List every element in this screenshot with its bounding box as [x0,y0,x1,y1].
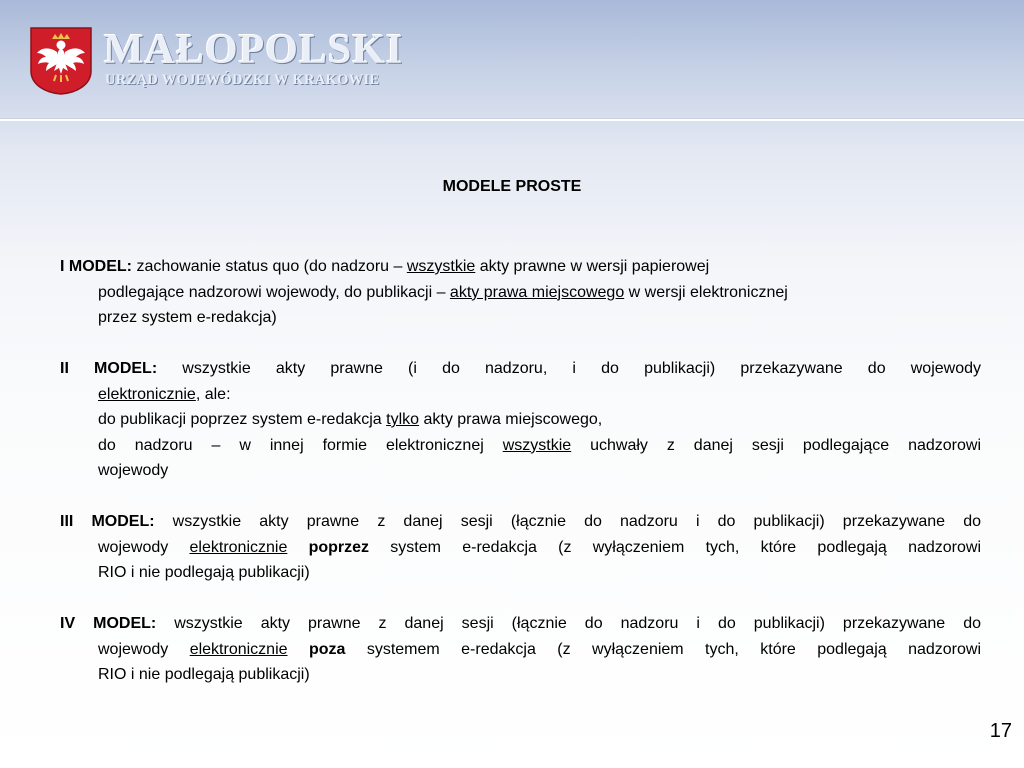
model-2-paragraph [60,356,981,484]
slide-body [60,254,981,713]
header-divider [0,118,1024,121]
model-4-underline: elektronicznie [189,640,288,658]
page-number: 17 [989,720,1012,742]
polish-eagle-emblem-icon [30,27,92,95]
brand-title: MAŁOPOLSKI [104,27,404,73]
model-3-text: wszystkie akty prawne z danej sesji (łącznie do nadzoru i do publikacji) przekazywane do [154,513,981,530]
model-1-text: podlegające nadzorowi wojewody, do publikacji – [98,283,450,301]
model-4-text: wszystkie akty prawne z danej sesji (łącznie do nadzoru i do publikacji) przekazywane do [156,615,981,632]
model-1-text: akty prawne w wersji papierowej [475,258,710,275]
model-1-text: w wersji elektronicznej [624,283,788,301]
model-3-paragraph [60,509,981,586]
model-1-paragraph [60,254,981,331]
model-3-text: system e-redakcja (z wyłączeniem tych, które podlegają nadzorowi [369,538,981,556]
slide-title: MODELE PROSTE [442,178,582,195]
model-4-paragraph [60,611,981,688]
model-2-label: II MODEL: [60,360,158,377]
model-2-underline: tylko [386,411,420,428]
model-4-bold: poza [308,640,346,658]
brand-subtitle: URZĄD WOJEWÓDZKI W KRAKOWIE [105,72,380,88]
header-banner [0,0,1024,118]
model-4-text: systemem e-redakcja (z wyłączeniem tych, które podlegają nadzorowi [345,640,982,658]
model-2-text: do publikacji poprzez system e-redakcja [98,411,387,428]
model-1-underline: wszystkie [406,258,476,275]
model-2-text: , ale: [195,385,231,403]
model-2-underline: elektronicznie [98,385,196,403]
model-1-underline: akty prawa miejscowego [449,283,625,301]
model-1-text: zachowanie status quo (do nadzoru – [132,258,407,275]
model-1-text: przez system e-redakcja) [98,309,277,326]
model-2-text: wojewody [98,462,169,479]
model-4-label: IV MODEL: [60,615,157,632]
model-2-text: akty prawa miejscowego, [419,411,603,428]
model-3-text: wojewody [98,538,190,556]
model-2-text: uchwały z danej sesji podlegające nadzorowi [571,436,982,454]
model-2-text: do nadzoru – w innej formie elektronicznej [98,436,503,454]
model-1-label: I MODEL: [60,258,132,275]
model-4-text: wojewody [98,640,190,658]
model-2-text: wszystkie akty prawne (i do nadzoru, i do publikacji) przekazywane do wojewody [157,360,982,377]
model-3-label: III MODEL: [60,513,155,530]
model-3-text: RIO i nie podlegają publikacji) [98,564,310,581]
model-3-underline: elektronicznie [189,538,288,556]
model-2-underline: wszystkie [502,436,572,454]
model-3-bold: poprzez [308,538,370,556]
model-4-text: RIO i nie podlegają publikacji) [98,666,310,683]
